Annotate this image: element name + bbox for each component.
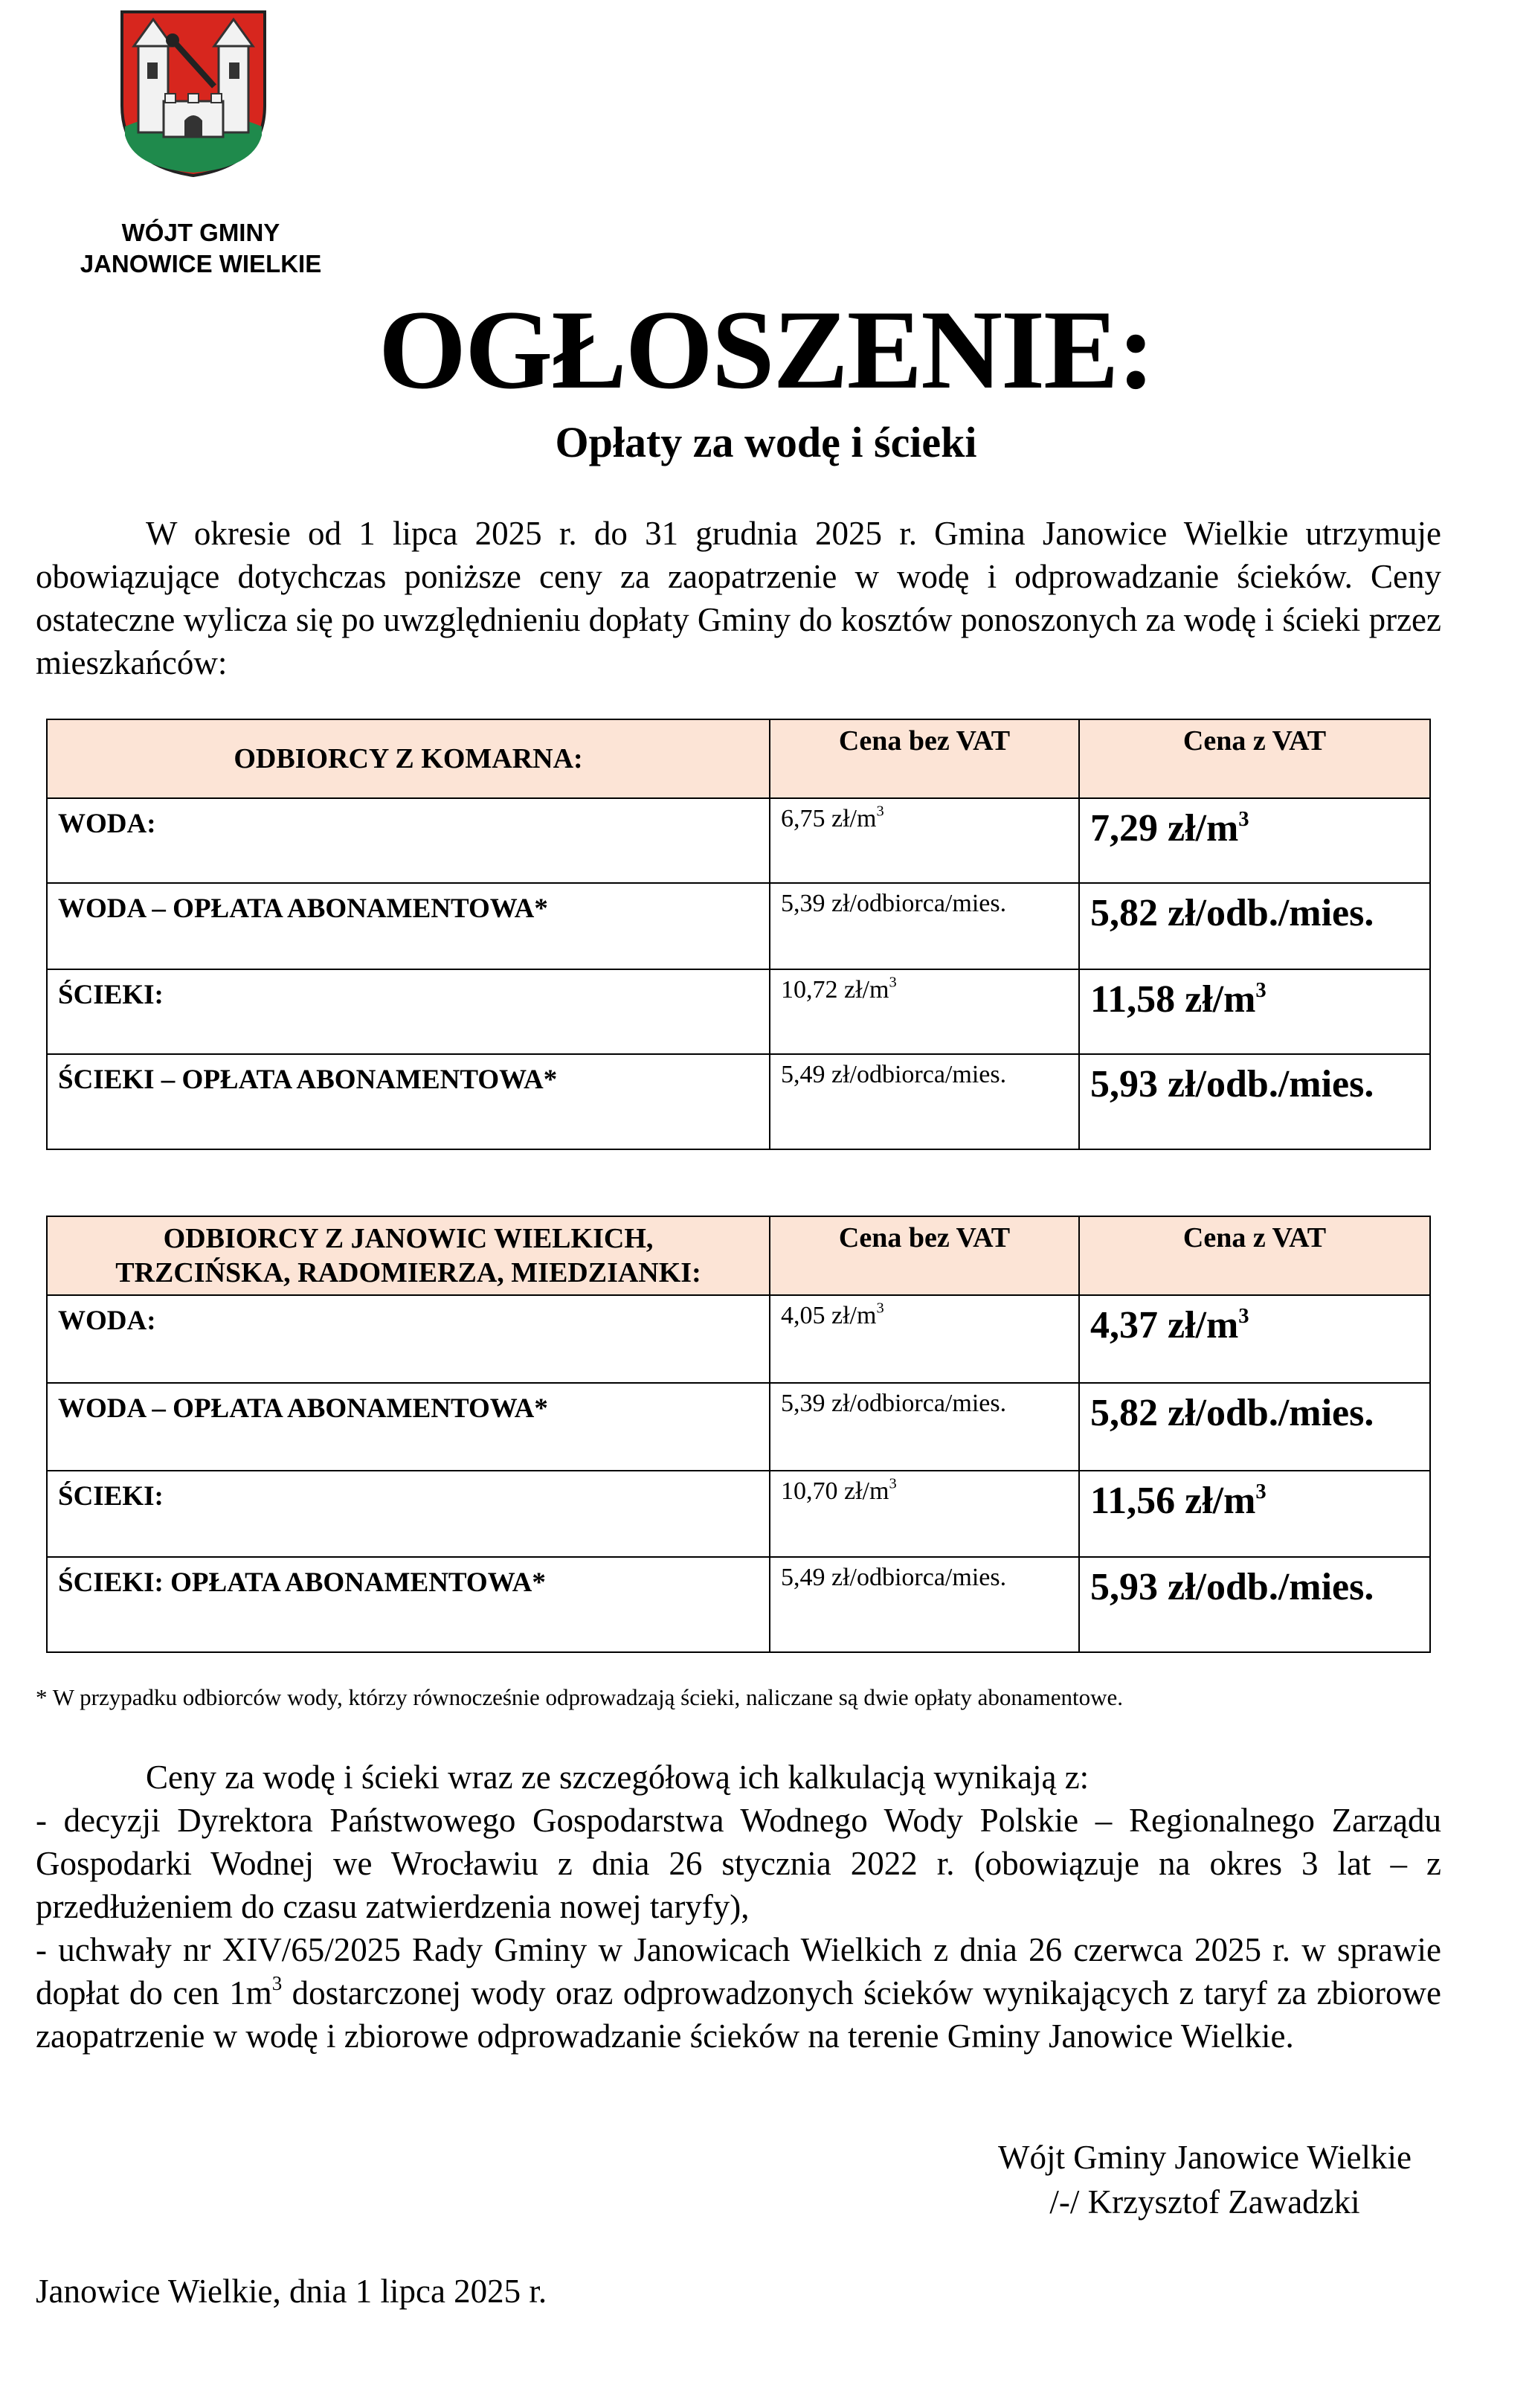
row-label: ŚCIEKI – OPŁATA ABONAMENTOWA* (47, 1054, 770, 1149)
table-heading-line-2: TRZCIŃSKA, RADOMIERZA, MIEDZIANKI: (115, 1257, 701, 1288)
price-gross: 4,37 $zł/m^3$ (1079, 1295, 1430, 1383)
col-net-header: Cena bez VAT (770, 719, 1079, 798)
issue-date: Janowice Wielkie, dnia 1 lipca 2025 r. (36, 2273, 547, 2310)
signature-name: /-/ Krzysztof Zawadzki (1049, 2183, 1360, 2221)
page-title: OGŁOSZENIE: (378, 287, 1154, 412)
row-label: WODA – OPŁATA ABONAMENTOWA* (47, 883, 770, 969)
legal-basis-paragraph (36, 1756, 1441, 2058)
price-gross: 5,82 zł/odb./mies. (1079, 1383, 1430, 1471)
price-gross: 5,93 zł/odb./mies. (1079, 1054, 1430, 1149)
price-net: 10,72 $zł/m^3$ (770, 969, 1079, 1054)
price-net: 5,39 zł/odbiorca/mies. (770, 1383, 1079, 1471)
legal-basis-lead: Ceny za wodę i ścieki wraz ze szczegółową ich kalkulacją wynikają z: (146, 1759, 1090, 1796)
row-label: WODA: (47, 1295, 770, 1383)
page-subtitle: Opłaty za wodę i ścieki (555, 418, 977, 466)
table-row (47, 969, 1430, 1054)
legal-basis-item-2: - uchwały nr XIV/65/2025 Rady Gminy w Janowicach Wielkich z dnia 26 czerwca 2025 r. w sprawie dopłat do cen $1m^3$ dostarczonej wody oraz odprowadzonych ścieków wynikających z taryf za zbiorowe zaopatrzenie w wodę i zbiorowe odprowadzanie ścieków na terenie Gminy Janowice Wielkie. (36, 1931, 1441, 2055)
row-label: WODA: (47, 798, 770, 883)
issuer-line-2: JANOWICE WIELKIE (80, 250, 322, 277)
col-gross-header: Cena z VAT (1079, 1216, 1430, 1295)
table-row (47, 1383, 1430, 1471)
table-heading-line-1: ODBIORCY Z JANOWIC WIELKICH, (163, 1223, 654, 1254)
price-table-janowice (46, 1216, 1431, 1653)
price-gross: 5,82 zł/odb./mies. (1079, 883, 1430, 969)
row-label: WODA – OPŁATA ABONAMENTOWA* (47, 1383, 770, 1471)
table-row (47, 1471, 1430, 1557)
table-header-row (47, 719, 1430, 798)
table-row (47, 883, 1430, 969)
price-net: 5,49 zł/odbiorca/mies. (770, 1557, 1079, 1652)
table-heading: ODBIORCY Z KOMARNA: (47, 719, 770, 798)
coat-of-arms-icon (119, 9, 268, 179)
row-label: ŚCIEKI: OPŁATA ABONAMENTOWA* (47, 1557, 770, 1652)
table-header-row (47, 1216, 1430, 1295)
price-table-komarno (46, 719, 1431, 1150)
signature-title: Wójt Gminy Janowice Wielkie (998, 2139, 1412, 2176)
price-net: 6,75 $zł/m^3$ (770, 798, 1079, 883)
price-net: 5,49 zł/odbiorca/mies. (770, 1054, 1079, 1149)
row-label: ŚCIEKI: (47, 969, 770, 1054)
table-row (47, 1557, 1430, 1652)
issuer-block (45, 217, 357, 280)
legal-basis-item-1: - decyzji Dyrektora Państwowego Gospodarstwa Wodnego Wody Polskie – Regionalnego Zarządu Gospodarki Wodnej we Wrocławiu z dnia 26 stycznia 2022 r. (obowiązuje na okres 3 lat – z przedłużeniem do czasu zatwierdzenia nowej taryfy), (36, 1802, 1441, 1925)
col-gross-header: Cena z VAT (1079, 719, 1430, 798)
row-label: ŚCIEKI: (47, 1471, 770, 1557)
price-gross: 5,93 zł/odb./mies. (1079, 1557, 1430, 1652)
intro-text: W okresie od 1 lipca 2025 r. do 31 grudnia 2025 r. Gmina Janowice Wielkie utrzymuje obowiązujące dotychczas poniższe ceny za zaopatrzenie w wodę i odprowadzanie ścieków. Ceny ostateczne wylicza się po uwzględnieniu dopłaty Gminy do kosztów ponoszonych za wodę i ścieki przez mieszkańców: (36, 515, 1441, 681)
issuer-line-1: WÓJT GMINY (121, 219, 280, 246)
price-net: 5,39 zł/odbiorca/mies. (770, 883, 1079, 969)
price-gross: 11,56 $zł/m^3$ (1079, 1471, 1430, 1557)
table-heading (47, 1216, 770, 1295)
intro-paragraph (36, 512, 1441, 684)
footnote: * W przypadku odbiorców wody, którzy równocześnie odprowadzają ścieki, naliczane są dwie opłaty abonamentowe. (36, 1684, 1123, 1710)
price-net: 10,70 $zł/m^3$ (770, 1471, 1079, 1557)
signature-block (959, 2135, 1450, 2224)
table-row (47, 1295, 1430, 1383)
table-row (47, 798, 1430, 883)
price-gross: 11,58 $zł/m^3$ (1079, 969, 1430, 1054)
table-row (47, 1054, 1430, 1149)
price-gross: 7,29 $zł/m^3$ (1079, 798, 1430, 883)
price-net: 4,05 $zł/m^3$ (770, 1295, 1079, 1383)
col-net-header: Cena bez VAT (770, 1216, 1079, 1295)
